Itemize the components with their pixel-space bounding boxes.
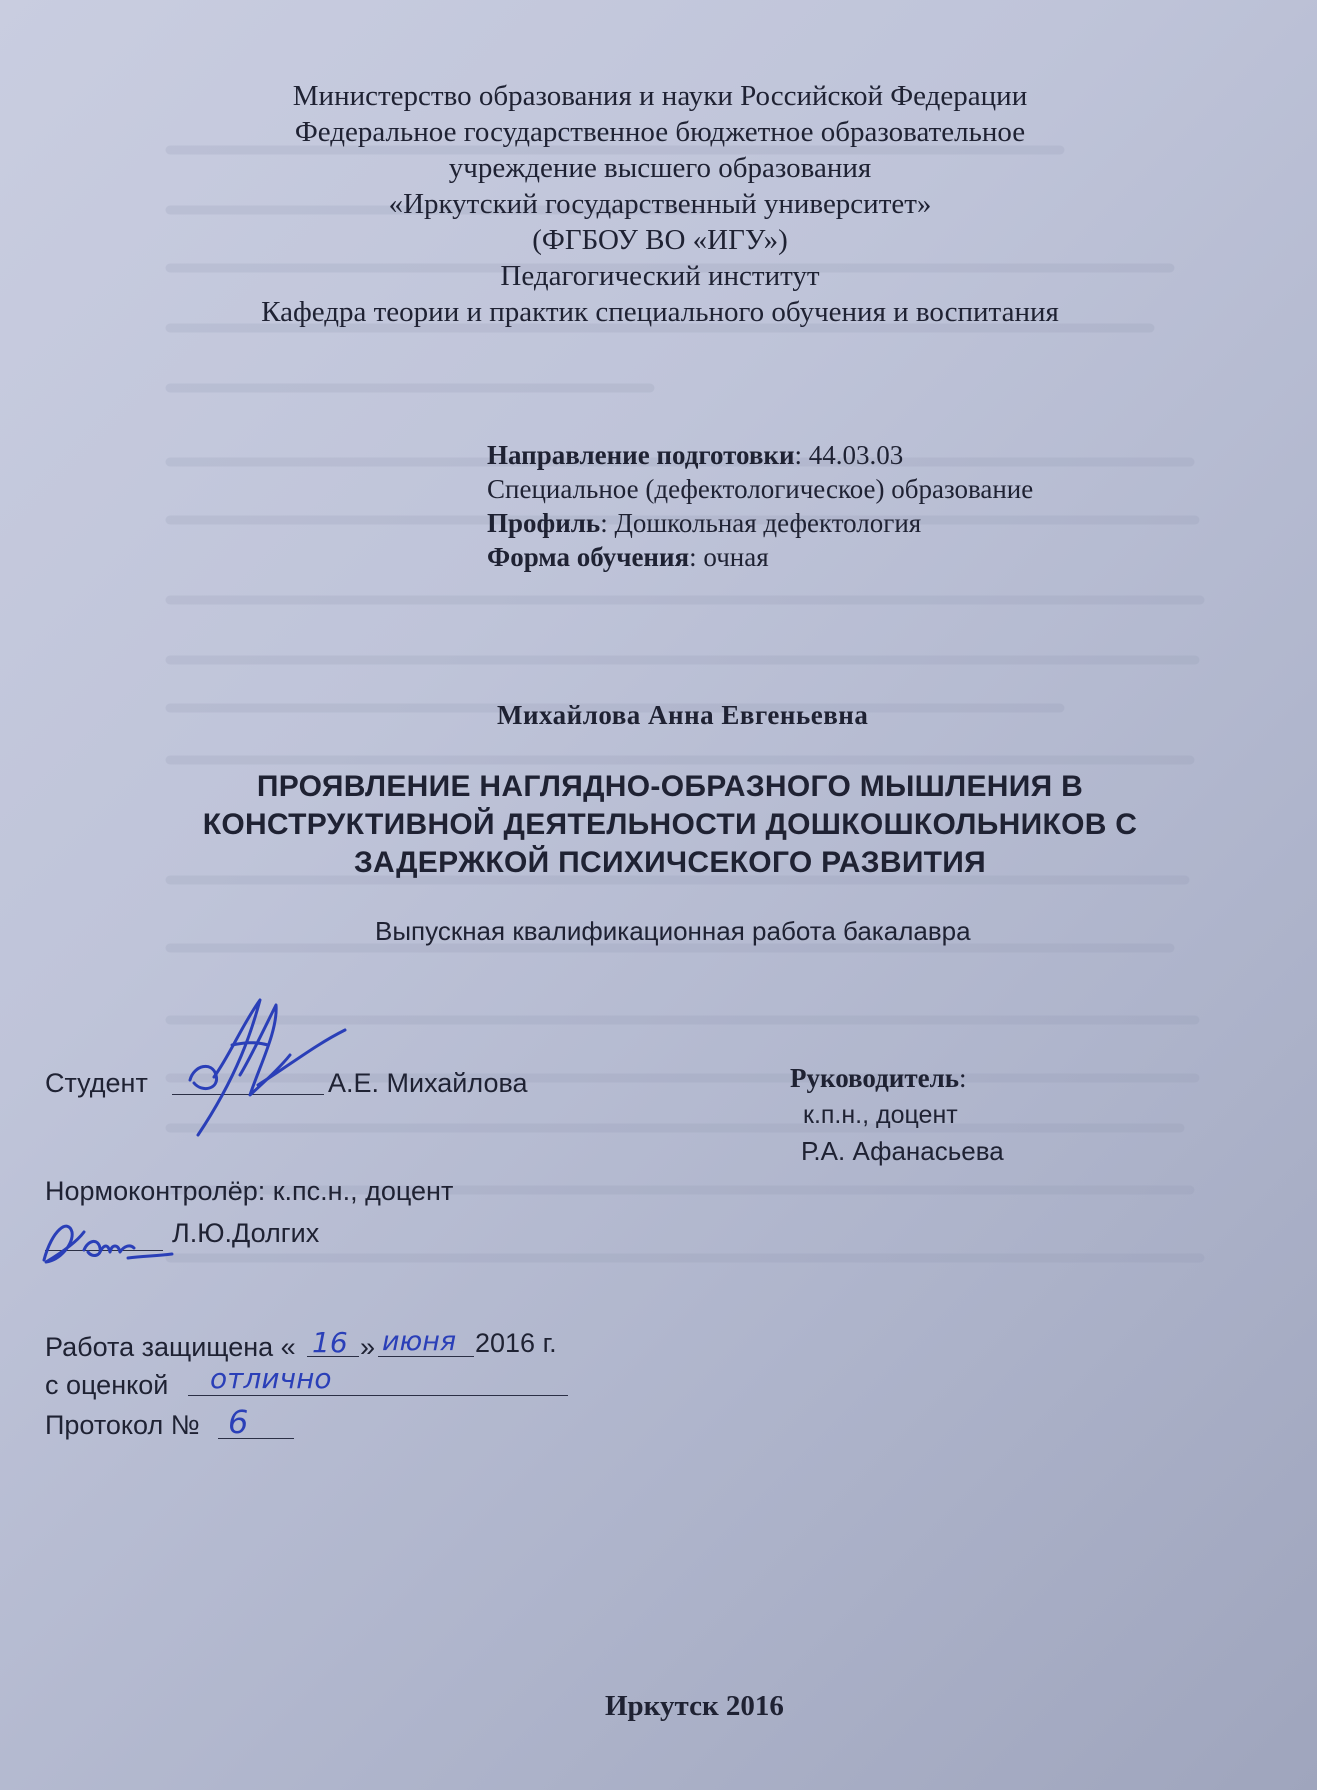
study-form-value: : очная [689, 542, 769, 572]
handwritten-grade: отлично [210, 1362, 332, 1395]
grade-line [188, 1395, 568, 1396]
work-type: Выпускная квалификационная работа бакалавра [375, 916, 971, 946]
university-abbreviation: (ФГБОУ ВО «ИГУ») [532, 224, 788, 256]
department-name: Кафедра теории и практик специального обучения и воспитания [261, 296, 1059, 328]
author-name: Михайлова Анна Евгеньевна [497, 700, 869, 730]
student-signature-line [172, 1094, 324, 1095]
student-name: А.Е. Михайлова [328, 1068, 528, 1098]
defended-label: Работа защищена « [45, 1332, 296, 1362]
program-info [487, 438, 1033, 574]
student-label: Студент [45, 1068, 148, 1098]
direction-label: Направление подготовки [487, 440, 795, 470]
supervisor-label-line [790, 1063, 967, 1094]
direction-value: : 44.03.03 [794, 440, 904, 470]
defended-year: 2016 г. [475, 1328, 557, 1358]
handwritten-protocol-number: 6 [228, 1403, 249, 1441]
thesis-title-line: ПРОЯВЛЕНИЕ НАГЛЯДНО-ОБРАЗНОГО МЫШЛЕНИЯ В [256, 770, 1084, 803]
normcontrol-name: Л.Ю.Долгих [172, 1218, 320, 1248]
handwritten-month: июня [382, 1326, 457, 1357]
supervisor-colon: : [959, 1063, 967, 1093]
thesis-title [140, 768, 1200, 882]
thesis-title-line: ЗАДЕРЖКОЙ ПСИХИЧСЕКОГО РАЗВИТИЯ [353, 846, 987, 879]
normcontrol-signature-icon [38, 1210, 178, 1280]
study-form-line [487, 540, 1033, 574]
header-block [180, 78, 1140, 330]
normcontrol-label: Нормоконтролёр: к.пс.н., доцент [45, 1176, 454, 1206]
ministry-name: Министерство образования и науки Российской Федерации [292, 80, 1028, 112]
institute-name: Педагогический институт [500, 260, 820, 292]
specialty-line: Специальное (дефектологическое) образование [487, 474, 1034, 504]
thesis-title-line: КОНСТРУКТИВНОЙ ДЕЯТЕЛЬНОСТИ ДОШКОШКОЛЬНИКОВ С [202, 808, 1138, 841]
direction-line [487, 438, 1033, 472]
student-signature-icon [180, 985, 360, 1145]
profile-value: : Дошкольная дефектология [600, 508, 922, 538]
profile-line [487, 506, 1033, 540]
university-name: «Иркутский государственный университет» [388, 188, 932, 220]
supervisor-name: Р.А. Афанасьева [801, 1136, 1004, 1166]
institution-line-2: учреждение высшего образования [448, 152, 872, 184]
grade-label: с оценкой [45, 1370, 169, 1400]
study-form-label: Форма обучения [487, 542, 690, 572]
supervisor-degree: к.п.н., доцент [803, 1101, 958, 1129]
footer-city-year: Иркутск 2016 [605, 1690, 784, 1722]
protocol-label: Протокол № [45, 1410, 200, 1440]
institution-line-1: Федеральное государственное бюджетное образовательное [294, 116, 1026, 148]
normcontrol-signature-line [45, 1250, 163, 1251]
defended-close-quote: » [360, 1332, 376, 1362]
supervisor-label: Руководитель [790, 1063, 960, 1093]
handwritten-day: 16 [312, 1326, 348, 1359]
profile-label: Профиль [487, 508, 601, 538]
